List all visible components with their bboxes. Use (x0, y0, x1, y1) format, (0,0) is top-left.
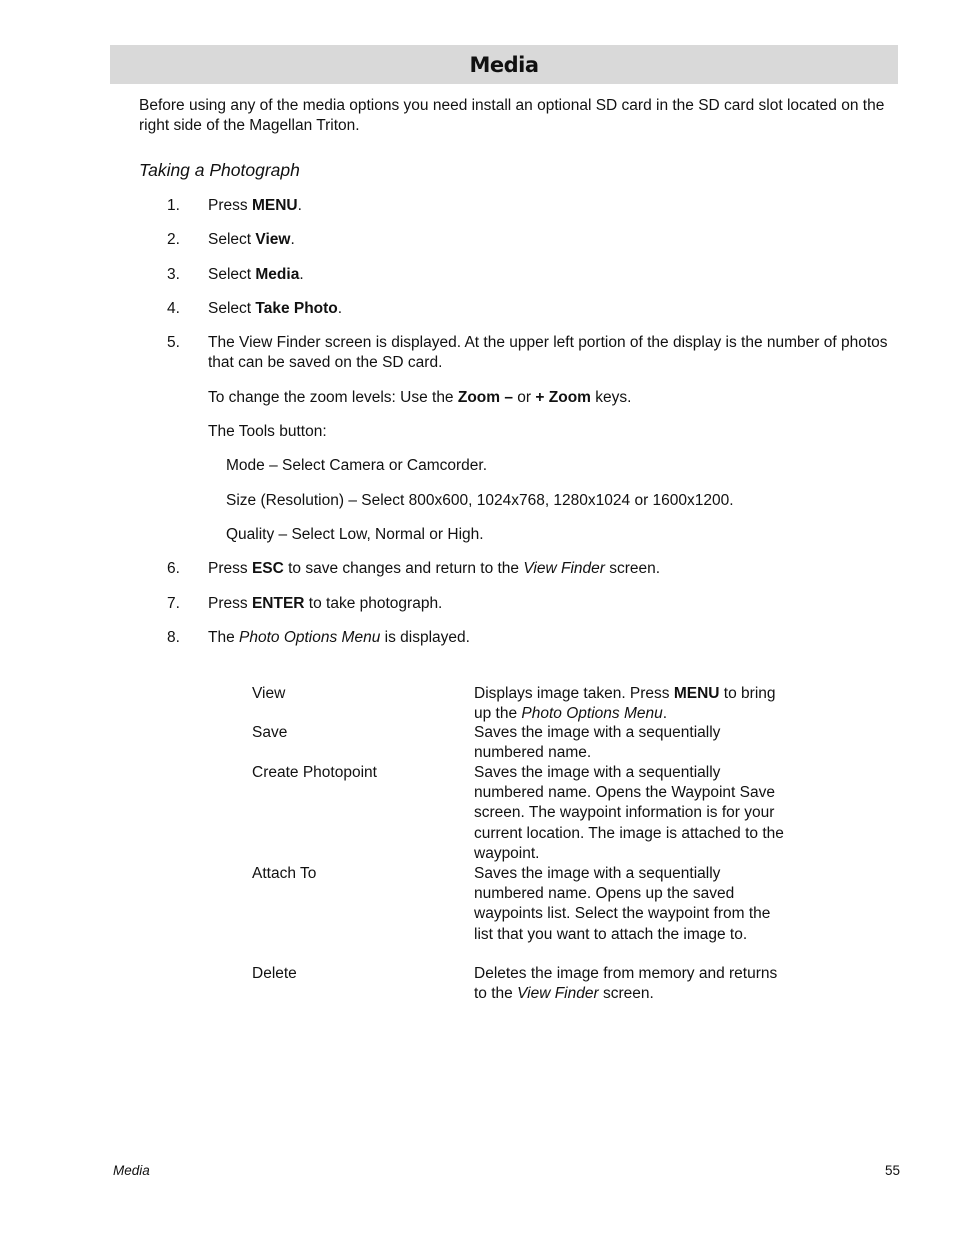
key-name: Zoom – (457, 389, 513, 406)
tools-item-quality: Quality – Select Low, Normal or High. (226, 526, 484, 543)
zoom-instructions: To change the zoom levels: Use the Zoom – or + Zoom keys. (208, 389, 632, 406)
step-number: 4. (167, 300, 180, 317)
page-title: Media (469, 52, 539, 77)
step-number: 1. (167, 197, 180, 214)
section-heading: Taking a Photograph (139, 160, 300, 180)
option-name-save: Save (252, 724, 288, 741)
step-number: 7. (167, 595, 180, 612)
menu-name: Photo Options Menu (521, 705, 663, 723)
footer-section-name: Media (113, 1163, 150, 1178)
option-name-attach-to: Attach To (252, 865, 317, 882)
menu-item-name: Take Photo (255, 300, 338, 317)
menu-item-name: View (255, 231, 291, 248)
screen-name: View Finder (523, 560, 605, 577)
option-desc-create-photopoint: Saves the image with a sequentially numbered name. Opens the Waypoint Save screen. The waypoint information is for your current location. The image is attached to the waypoint. (474, 764, 784, 862)
tools-label: The Tools button: (208, 423, 327, 440)
key-name: + Zoom (535, 389, 591, 406)
key-name: MENU (673, 685, 720, 702)
key-name: ENTER (251, 595, 305, 612)
tools-item-size: Size (Resolution) – Select 800x600, 1024x768, 1280x1024 or 1600x1200. (226, 492, 734, 509)
option-desc-delete: Deletes the image from memory and returns to the View Finder screen. (474, 965, 778, 1003)
screen-name: View Finder (517, 985, 599, 1003)
option-name-view: View (252, 685, 286, 702)
step-number: 8. (167, 629, 180, 646)
step-number: 6. (167, 560, 180, 577)
step-number: 3. (167, 266, 180, 283)
key-name: MENU (251, 197, 298, 214)
page-number: 55 (884, 1163, 900, 1178)
intro-paragraph: Before using any of the media options you need install an optional SD card in the SD card slot located on the right side of the Magellan Triton. (139, 97, 885, 134)
option-desc-attach-to: Saves the image with a sequentially numbered name. Opens up the saved waypoints list. Select the waypoint from the list that you want to attach the image to. (474, 865, 771, 943)
menu-item-name: Media (255, 266, 300, 283)
step-number: 2. (167, 231, 180, 248)
tools-item-mode: Mode – Select Camera or Camcorder. (226, 457, 488, 474)
step-text: The View Finder screen is displayed. At the upper left portion of the display is the number of photos that can be saved on the SD card. (208, 334, 888, 371)
page-title-banner (110, 45, 898, 84)
option-name-delete: Delete (252, 965, 297, 982)
option-desc-save: Saves the image with a sequentially numbered name. (474, 724, 721, 762)
key-name: ESC (251, 560, 284, 577)
option-desc-view: Displays image taken. Press MENU to bring up the Photo Options Menu. (474, 685, 776, 723)
option-name-create-photopoint: Create Photopoint (252, 764, 377, 781)
step-number: 5. (167, 334, 180, 351)
menu-name: Photo Options Menu (239, 629, 381, 646)
